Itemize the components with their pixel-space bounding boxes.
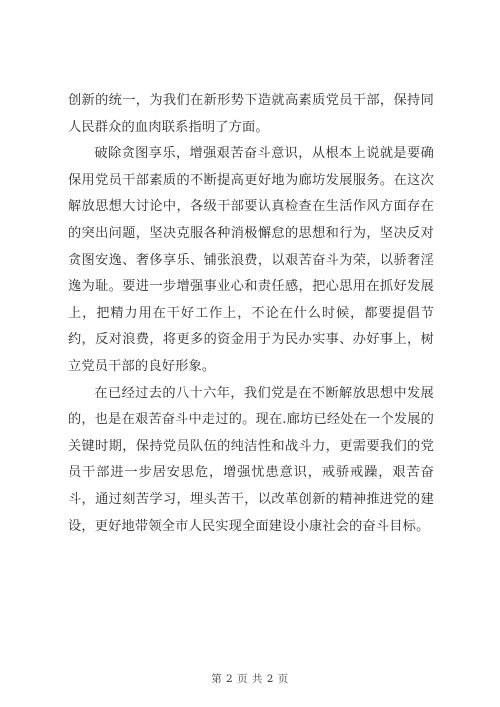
paragraph-conclusion: 在已经过去的八十六年，我们党是在不断解放思想中发展的，也是在艰苦奋斗中走过的。现在.廊坊已经处在一个发展的关键时期，保持党员队伍的纯洁性和战斗力，更需要我们的党员干部进一步居安思危，增强忧患意识，戒骄戒躁，艰苦奋斗，通过刻苦学习，埋头苦干，以改革创新的精神推进党的建设，更好地带领全市人民实现全面建设小康社会的奋斗目标。 bbox=[68, 385, 434, 534]
paragraph-continuation: 创新的统一，为我们在新形势下造就高素质党员干部，保持同人民群众的血肉联系指明了方面。 bbox=[68, 93, 434, 135]
page-number-footer: 第 2 页 共 2 页 bbox=[211, 673, 289, 685]
document-body bbox=[68, 88, 434, 540]
paragraph-hard-work: 破除贪图享乐，增强艰苦奋斗意识，从根本上说就是要确保用党员干部素质的不断提高更好地为廊坊发展服务。在这次解放思想大讨论中，各级干部要认真检查在生活作风方面存在的突出问题，坚决克服各种消极懈怠的思想和行为，坚决反对贪图安逸、奢侈享乐、铺张浪费，以艰苦奋斗为荣，以骄奢淫逸为耻。要进一步增强事业心和责任感，把心思用在抓好发展上，把精力用在干好工作上，不论在什么时候，都要提倡节约，反对浪费，将更多的资金用于为民办实事、办好事上，树立党员干部的良好形象。 bbox=[68, 146, 434, 374]
